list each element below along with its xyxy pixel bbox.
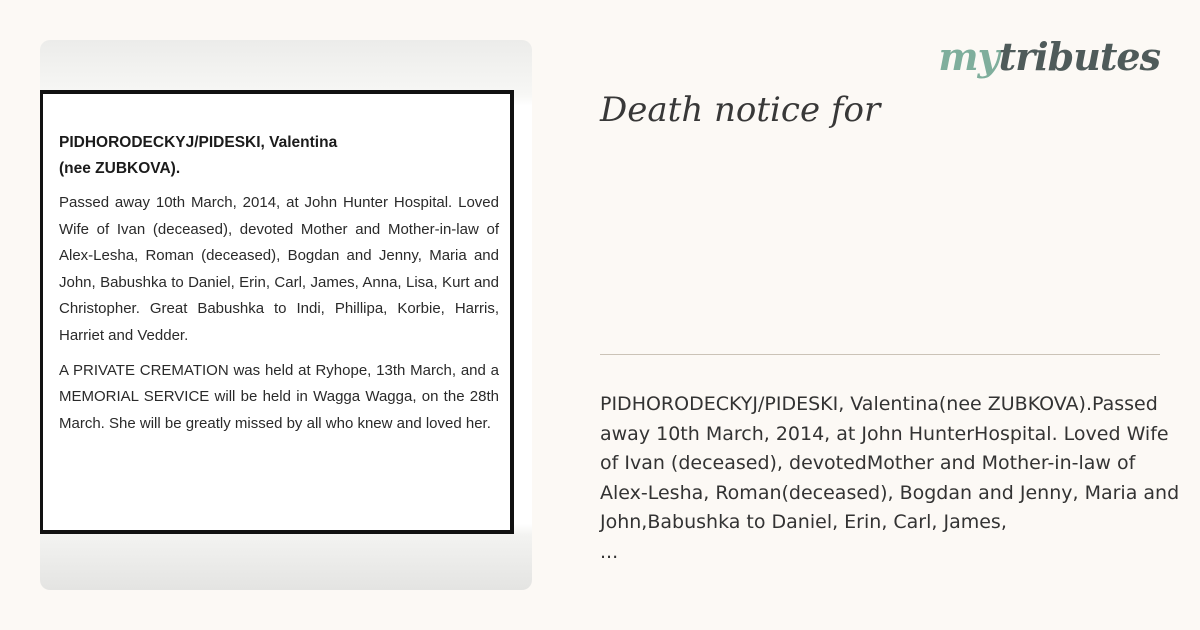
notice-paragraph-2: A PRIVATE CREMATION was held at Ryhope, 13th March, and a MEMORIAL SERVICE will be held in Wagga Wagga, on the 28th March. She will be greatly missed by all who knew and loved her. (59, 361, 499, 432)
notice-frame (40, 90, 514, 534)
notice-excerpt (600, 390, 1185, 567)
notice-heading-line2: (nee ZUBKOVA). (59, 160, 181, 177)
mytributes-logo[interactable] (938, 34, 1160, 79)
logo-my: my (938, 34, 999, 79)
death-notice-image (40, 40, 532, 590)
notice-excerpt-text: PIDHORODECKYJ/PIDESKI, Valentina(nee ZUBKOVA).Passed away 10th March, 2014, at John HunterHospital. Loved Wife of Ivan (deceased), devotedMother and Mother-in-law of Alex-Lesha, Roman(deceased), Bogdan and Jenny, Maria and John,Babushka to Daniel, Erin, Carl, James, (600, 393, 1180, 533)
page-title: Death notice for (600, 90, 881, 130)
notice-heading-line1: PIDHORODECKYJ/PIDESKI, Valentina (59, 134, 338, 151)
notice-paragraph-1: Passed away 10th March, 2014, at John Hunter Hospital. Loved Wife of Ivan (deceased), devoted Mother and Mother-in-law of Alex-Lesha, Roman (deceased), Bogdan and Jenny, Maria and John, Babushka to Daniel, Erin, Carl, James, Anna, Lisa, Kurt and Christopher. Great Babushka to Indi, Phillipa, Korbie, Harris, Harriet and Vedder. (59, 194, 499, 344)
excerpt-ellipsis: ... (600, 540, 619, 563)
notice-heading (59, 130, 499, 182)
logo-tributes: tributes (998, 34, 1160, 79)
divider (600, 354, 1160, 355)
notice-content (59, 130, 499, 445)
